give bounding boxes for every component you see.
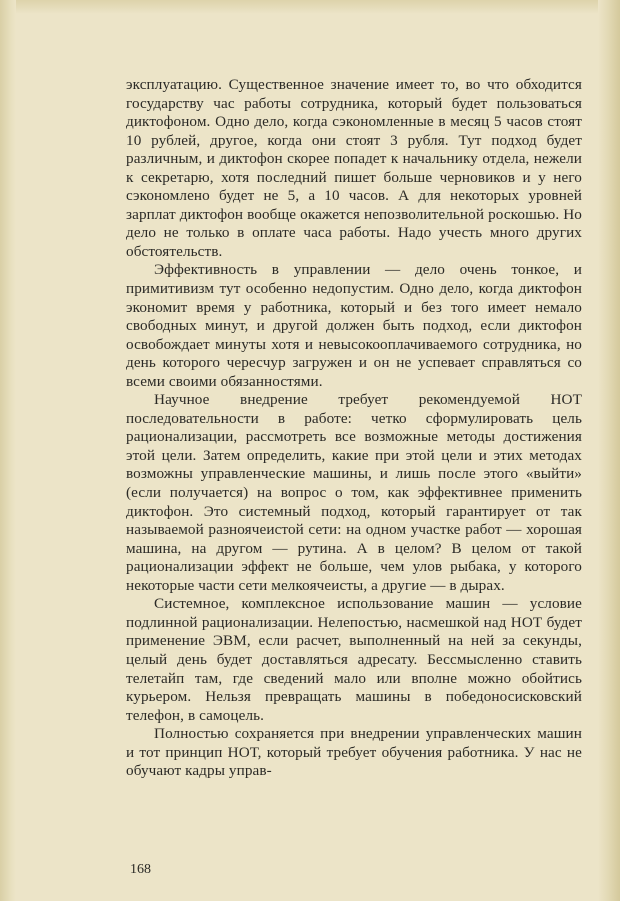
paragraph-1: эксплуатацию. Существенное значение имеет то, во что обходится государству час работы сотрудника, который будет пользоваться диктофоном. Одно дело, когда сэкономленные в месяц 5 часов стоят 10 рублей, другое, когда они стоят 3 рубля. Тут подход будет различным, и диктофон скорее попадет к начальнику отдела, нежели к секретарю, хотя последний пишет больше черновиков и у него сэкономлено будет не 5, а 10 часов. А для некоторых уровней зарплат диктофон вообще окажется непозволительной роскошью. Но дело не только в оплате часа работы. Надо учесть много других обстоятельств. bbox=[126, 76, 582, 260]
page-left-shadow bbox=[0, 0, 16, 901]
paragraph-5: Полностью сохраняется при внедрении управленческих машин и тот принцип НОТ, который требует обучения работника. У нас не обучают кадры управ- bbox=[126, 725, 582, 780]
page-right-shadow bbox=[598, 0, 620, 901]
paragraph-3: Научное внедрение требует рекомендуемой НОТ последовательности в работе: четко сформулировать цель рационализации, рассмотреть все возможные методы достижения этой цели. Затем определить, какие при этой цели и этих методах возможны управленческие машины, и лишь после этого «выйти» (если получается) на вопрос о том, как эффективнее применить диктофон. Это системный подход, который гарантирует от так называемой разноячеистой сети: на одном участке работ — хорошая машина, на другом — рутина. А в целом? В целом от такой рационализации эффект не больше, чем улов рыбака, у которого некоторые части сети мелкоячеисты, а другие — в дырах. bbox=[126, 391, 582, 594]
page-top-shadow bbox=[0, 0, 620, 14]
paragraph-2: Эффективность в управлении — дело очень тонкое, и примитивизм тут особенно недопустим. Одно дело, когда диктофон экономит время у работника, который и без того имеет немало свободных минут, и другой должен быть подход, если диктофон освобождает минуты хотя и невысокооплачиваемого сотрудника, но день которого чересчур загружен и он не успевает справляться со всеми своими обязанностями. bbox=[126, 261, 582, 390]
page-body bbox=[126, 76, 582, 781]
paragraph-4: Системное, комплексное использование машин — условие подлинной рационализации. Нелепостью, насмешкой над НОТ будет применение ЭВМ, если расчет, выполненный на ней за секунды, целый день будет доставляться адресату. Бессмысленно ставить телетайп там, где сведений мало или вполне можно обойтись курьером. Нельзя превращать машины в победоносисковский телефон, в самоцель. bbox=[126, 595, 582, 724]
page-number: 168 bbox=[130, 862, 151, 877]
